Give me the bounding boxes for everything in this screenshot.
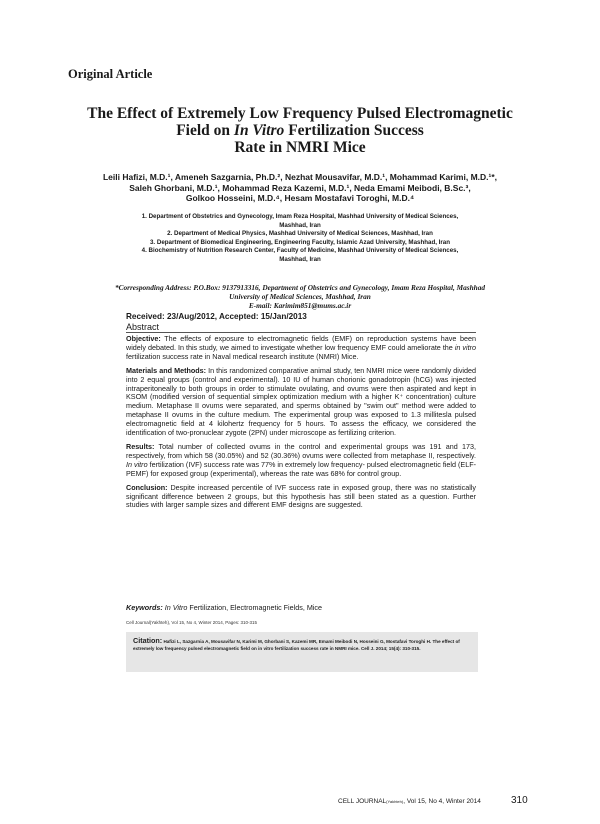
results-italic: In vitro bbox=[126, 459, 148, 469]
abstract-methods bbox=[126, 367, 476, 438]
affiliation-line: Mashhad, Iran bbox=[279, 255, 321, 263]
title-line-2-end: Fertilization Success bbox=[284, 122, 424, 139]
affiliation-line: 3. Department of Biomedical Engineering, Engineering Faculty, Islamic Azad University, Mashhad, Iran bbox=[149, 238, 451, 246]
keywords bbox=[126, 603, 476, 612]
methods-text: In this randomized comparative animal study, ten NMRI mice were randomly divided into 2 equal groups (control and experimental). 10 IU of human chorionic gonadotropin (hCG) was injected intraperitoneally to both groups in order to stimulate ovulating, and ovums were then aspirated and kept in KSOM (modified version of sequential simplex optimization medium with a higher K⁺ concentration) culture medium. Metaphase II ovums were separated, and sperms obtained by "swim out" method were added to metaphase II ovums in the culture medium. The experimental group was exposed to 1.3 millitesla pulsed electromagnetic field at 4 kilohertz frequency for 5 hours. To assess the efficacy, we considered the identification of two-pronuclear zygote (2PN) under microscope as fertilizing criterion. bbox=[126, 365, 477, 438]
keywords-italic: In Vitro bbox=[162, 603, 188, 612]
author-list bbox=[70, 172, 530, 204]
objective-label: Objective: bbox=[126, 334, 161, 343]
results-text: Total number of collected ovums in the control and experimental groups was 191 and 173, respectively, from which 58 (30.05%) and 52 (30.36%) ovums were collected from metaphase II, respectively. bbox=[126, 441, 476, 460]
citation-label: Citation: bbox=[133, 636, 163, 645]
author-line: Leili Hafizi, M.D.¹, Ameneh Sazgarnia, Ph.D.², Nezhat Mousavifar, M.D.¹, Mohammad Karimi, M.D.¹*, bbox=[102, 172, 498, 182]
page-number: 310 bbox=[511, 795, 528, 806]
conclusion-label: Conclusion: bbox=[126, 482, 168, 492]
objective-italic: in vitro bbox=[454, 342, 477, 352]
abstract-conclusion bbox=[126, 484, 476, 511]
footer-journal-name: CELL JOURNAL bbox=[338, 798, 387, 805]
affiliation-line: 4. Biochemistry of Nutrition Research Center, Faculty of Medicine, Mashhad University of Medical Sciences, bbox=[141, 247, 459, 255]
objective-text-end: fertilization success rate in Naval medical research institute (NMRI) Mice. bbox=[126, 351, 359, 361]
title-in-vitro: In Vitro bbox=[233, 122, 285, 139]
abstract-heading: Abstract bbox=[126, 322, 160, 332]
citation bbox=[133, 637, 473, 653]
received-accepted-dates: Received: 23/Aug/2012, Accepted: 15/Jan/2013 bbox=[126, 312, 307, 321]
title-line-2-start: Field on bbox=[176, 122, 234, 139]
title-line-2 bbox=[40, 122, 560, 139]
footer-volume: , Vol 15, No 4, Winter 2014 bbox=[403, 798, 481, 805]
affiliation-line: Mashhad, Iran bbox=[279, 221, 321, 229]
article-type-label: Original Article bbox=[68, 67, 153, 81]
corresponding-line: University of Medical Sciences, Mashhad, Iran bbox=[229, 292, 371, 302]
corresponding-line: *Corresponding Address: P.O.Box: 9137913316, Department of Obstetrics and Gynecology, Imam Reza Hospital, Mashhad bbox=[114, 283, 486, 292]
corresponding-address bbox=[85, 283, 515, 311]
author-line: Saleh Ghorbani, M.D.¹, Mohammad Reza Kazemi, M.D.¹, Neda Emami Meibodi, B.Sc.³, bbox=[129, 182, 471, 193]
keywords-label: Keywords: bbox=[126, 603, 163, 612]
results-label: Results: bbox=[126, 441, 155, 451]
citation-text: Hafizi L, Sazgarnia A, Mousavifar N, Karimi M, Ghorbani S, Kazemi MR, Emami Meibodi N, Hosseini G, Mostafavi Toroghi H. The effect of extremely low frequency pulsed electromagnetic field on in vitro fertilization success rate in NMRI mice. Cell J. 2014; 15(4): 310-315. bbox=[133, 639, 460, 652]
results-text-end: fertilization (IVF) success rate was 77% in extremely low frequency- pulsed electromagnetic field (ELF-PEMF) for exposed group (experimental), whereas the rate was 68% for control group. bbox=[126, 459, 476, 478]
abstract-body bbox=[126, 335, 476, 515]
author-line: Golkoo Hosseini, M.D.⁴, Hesam Mostafavi Toroghi, M.D.⁴ bbox=[185, 193, 415, 203]
abstract-objective bbox=[126, 335, 476, 362]
abstract-results bbox=[126, 443, 476, 479]
affiliation-line: 2. Department of Medical Physics, Mashhad University of Medical Sciences, Mashhad, Iran bbox=[167, 230, 433, 238]
affiliation-line: 1. Department of Obstetrics and Gynecology, Imam Reza Hospital, Mashhad University of Medical Sciences, bbox=[141, 213, 459, 220]
footer-journal bbox=[338, 798, 481, 805]
title-line-1: The Effect of Extremely Low Frequency Pulsed Electromagnetic bbox=[87, 105, 513, 122]
affiliations bbox=[95, 213, 505, 265]
footer-journal-sub: (Yakhteh) bbox=[386, 799, 404, 804]
corresponding-email: E-mail: Karimim851@mums.ac.ir bbox=[248, 301, 352, 311]
methods-label: Materials and Methods: bbox=[126, 365, 207, 375]
abstract-divider bbox=[126, 332, 476, 333]
article-title bbox=[40, 105, 560, 156]
journal-reference-line: Cell Journal(Yakhteh), Vol 15, No 4, Winter 2014, Pages: 310-315 bbox=[126, 620, 257, 625]
keywords-text: Fertilization, Electromagnetic Fields, Mice bbox=[187, 603, 323, 612]
objective-text: The effects of exposure to electromagnetic fields (EMF) on reproduction systems have been widely debated. In this study, we aimed to investigate whether low frequency EMF could ameliorate the bbox=[126, 334, 476, 352]
title-line-3: Rate in NMRI Mice bbox=[234, 139, 366, 156]
conclusion-text: Despite increased percentile of IVF success rate in exposed group, there was no statistically significant difference between 2 groups, but this hypothesis has still been stated as a question. Further studies with larger sample sizes and different EMF designs are suggested. bbox=[126, 482, 476, 510]
